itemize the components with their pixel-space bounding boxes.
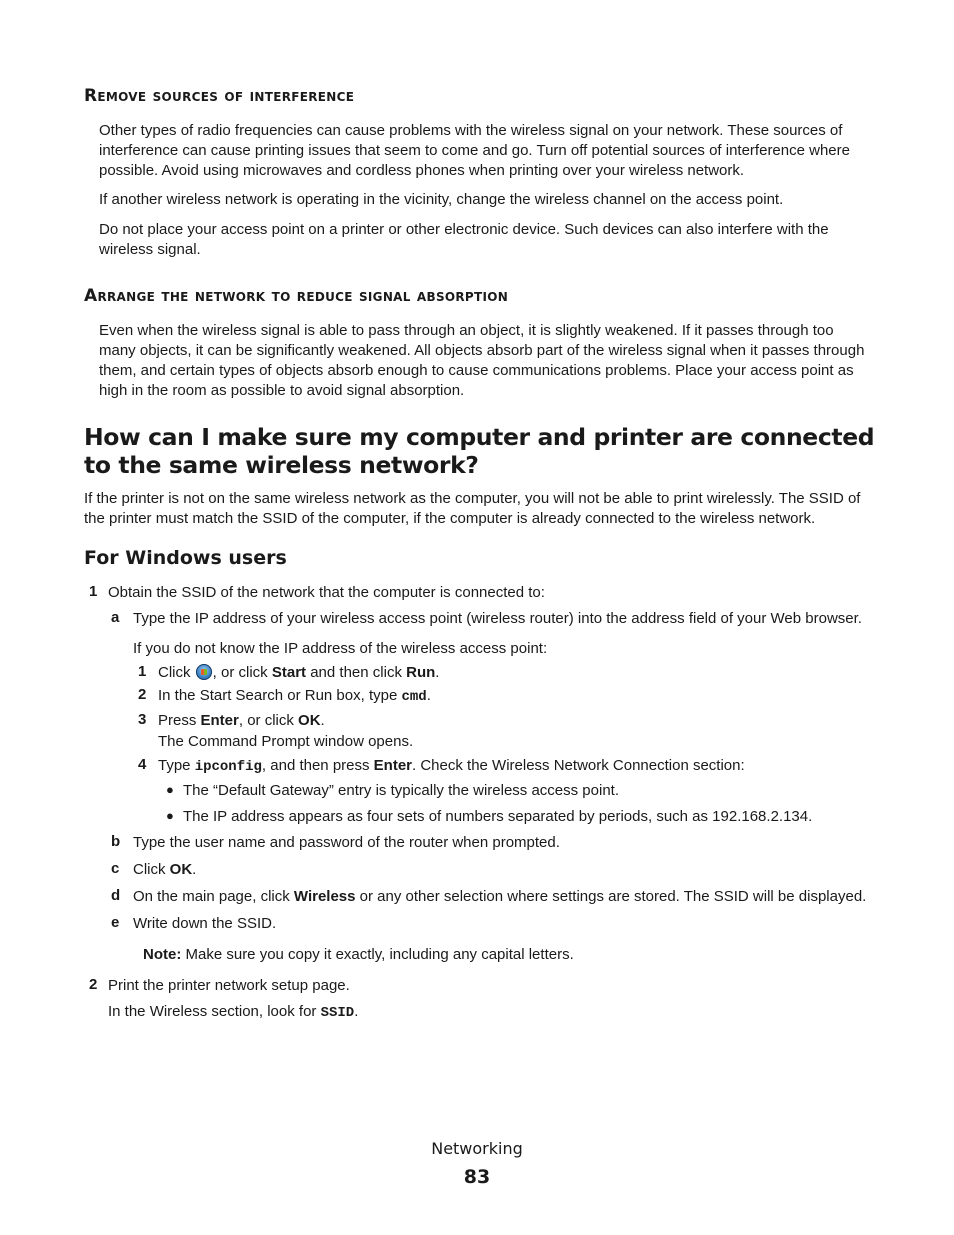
substep-3-enter-label: Enter xyxy=(200,712,239,729)
step-1-number: 1 xyxy=(89,583,98,600)
substep-1-line xyxy=(158,663,439,683)
absorption-paragraph: Even when the wireless signal is able to pass through an object, it is slightly weakened. If it passes through too many objects, it can be significantly weakened. All objects absorb part of the wireless signal when it passes through them, and certain types of objects absorb enough to cause communications problems. Place your access point as high in the room as possible to avoid signal absorption. xyxy=(99,322,865,399)
step-1c-letter: c xyxy=(111,860,120,877)
substep-1-text-1: Click xyxy=(158,664,191,681)
bullet-default-gateway: The “Default Gateway” entry is typically the wireless access point. xyxy=(183,782,620,799)
step-2-text: Print the printer network setup page. xyxy=(108,977,350,994)
step-1b-text: Type the user name and password of the router when prompted. xyxy=(133,834,560,851)
substep-4-enter-label: Enter xyxy=(373,757,413,774)
substep-1-start-label: Start xyxy=(271,664,307,681)
heading-reduce-absorption: Arrange the network to reduce signal absorption xyxy=(84,286,509,306)
step-1d-line xyxy=(133,887,866,907)
note xyxy=(143,945,574,965)
substep-2-text-1: In the Start Search or Run box, type xyxy=(158,687,398,704)
footer-chapter: Networking xyxy=(431,1139,523,1158)
step-1a-text: Type the IP address of your wireless access point (wireless router) into the address field of your Web browser. xyxy=(133,610,862,627)
substep-3-result: The Command Prompt window opens. xyxy=(158,733,414,750)
step-1e-letter: e xyxy=(111,914,120,931)
step-2-line-2 xyxy=(108,1002,358,1023)
interference-paragraph-2: If another wireless network is operating in the vicinity, change the wireless channel on the access point. xyxy=(99,191,784,208)
note-label: Note: xyxy=(143,946,182,963)
step-1d-wireless-label: Wireless xyxy=(293,888,356,905)
bullet-ip-address: The IP address appears as four sets of numbers separated by periods, such as 192.168.2.134. xyxy=(183,808,813,825)
step-1a-intro: If you do not know the IP address of the wireless access point: xyxy=(133,640,548,657)
substep-2-text-2: . xyxy=(426,687,431,704)
step-1c-text-1: Click xyxy=(133,861,166,878)
heading-same-network: How can I make sure my computer and printer are connected to the same wireless network? xyxy=(84,423,875,479)
substep-4-text-1: Type xyxy=(158,757,191,774)
step-1d-letter: d xyxy=(111,887,121,904)
step-1c-line xyxy=(133,860,196,880)
substep-1-text-3: and then click xyxy=(310,664,402,681)
step-2-text-3: . xyxy=(354,1003,359,1020)
substep-2-cmd-code: cmd xyxy=(401,689,427,705)
bullet-dot-icon: ● xyxy=(166,782,174,797)
substep-3-text-3: . xyxy=(320,712,325,729)
interference-paragraph-3: Do not place your access point on a printer or other electronic device. Such devices can also interfere with the wireless signal. xyxy=(99,221,829,258)
substep-4-number: 4 xyxy=(138,756,147,773)
substep-1-text-2: , or click xyxy=(212,664,268,681)
step-2-ssid-code: SSID xyxy=(320,1005,355,1021)
bullet-dot-icon: ● xyxy=(166,808,174,823)
heading-remove-interference: Remove sources of interference xyxy=(84,86,355,106)
heading-windows-users: For Windows users xyxy=(84,547,287,569)
note-text: Make sure you copy it exactly, including any capital letters. xyxy=(185,946,574,963)
substep-3-ok-label: OK xyxy=(298,712,321,729)
substep-3-text-2: , or click xyxy=(238,712,294,729)
substep-4-line xyxy=(158,756,745,777)
substep-3-text-1: Press xyxy=(158,712,197,729)
step-1c-ok-label: OK xyxy=(169,861,193,878)
step-1d-text-2: or any other selection where settings are stored. The SSID will be displayed. xyxy=(359,888,867,905)
substep-1-text-4: . xyxy=(435,664,440,681)
step-2-number: 2 xyxy=(89,976,98,993)
substep-4-text-3: . Check the Wireless Network Connection section: xyxy=(412,757,745,774)
step-1c-text-2: . xyxy=(192,861,197,878)
substep-1-number: 1 xyxy=(138,663,147,680)
page-number: 83 xyxy=(463,1166,491,1188)
substep-1-run-label: Run xyxy=(406,664,436,681)
substep-2-line xyxy=(158,686,431,707)
substep-2-number: 2 xyxy=(138,686,147,703)
step-1e-text: Write down the SSID. xyxy=(133,915,277,932)
step-1d-text-1: On the main page, click xyxy=(133,888,290,905)
substep-3-line xyxy=(158,711,325,731)
step-2-text-2: In the Wireless section, look for xyxy=(108,1003,317,1020)
substep-4-ipconfig-code: ipconfig xyxy=(194,759,262,775)
windows-start-icon xyxy=(196,664,212,680)
step-1a-letter: a xyxy=(111,609,120,626)
step-1-text: Obtain the SSID of the network that the computer is connected to: xyxy=(108,584,545,601)
step-1b-letter: b xyxy=(111,833,121,850)
substep-4-text-2: , and then press xyxy=(261,757,370,774)
substep-3-number: 3 xyxy=(138,711,147,728)
same-network-paragraph: If the printer is not on the same wireless network as the computer, you will not be able to print wirelessly. The SSID of the printer must match the SSID of the computer, if the computer is already connected to the wireless network. xyxy=(84,490,861,527)
interference-paragraph-1: Other types of radio frequencies can cause problems with the wireless signal on your network. These sources of interference can cause printing issues that seem to come and go. Turn off potential sources of interference where possible. Avoid using microwaves and cordless phones when printing over your wireless network. xyxy=(99,122,850,179)
